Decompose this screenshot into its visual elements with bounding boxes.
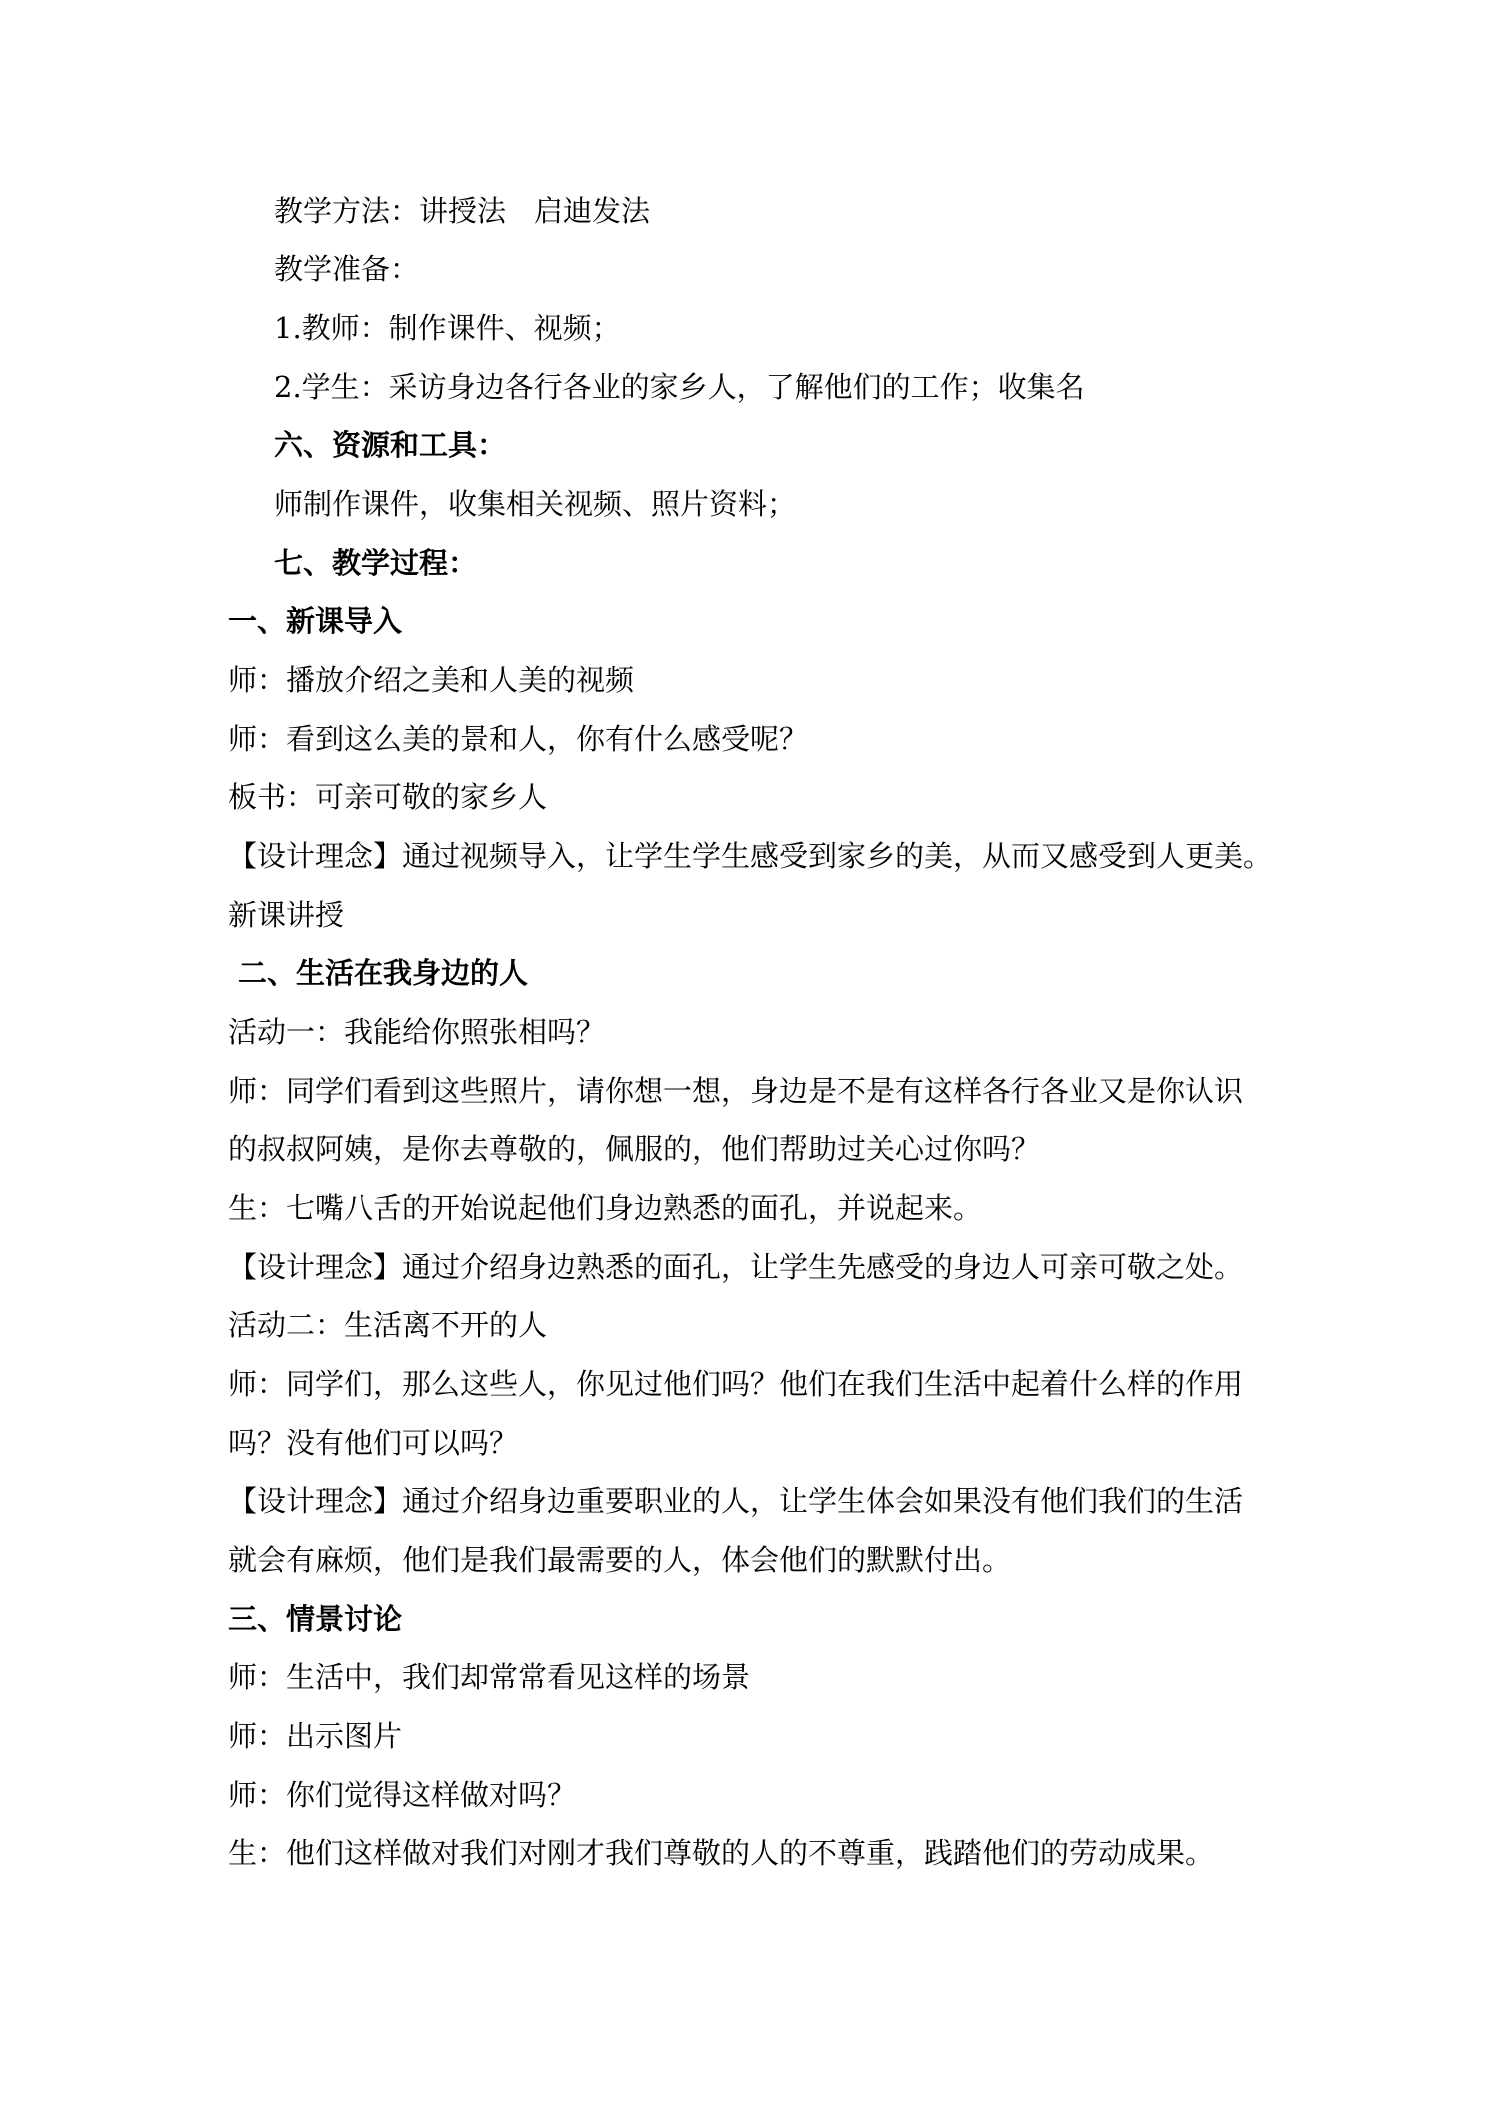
teaching-method-alt: 启迪发法 (534, 194, 651, 228)
prep-item-teacher: 1.教师：制作课件、视频； (274, 311, 621, 345)
teaching-method-text: 教学方法：讲授法 (274, 194, 507, 228)
heading-new-lesson-intro: 一、新课导入 (228, 604, 403, 638)
section-heading-resources: 六、资源和工具： (274, 428, 507, 462)
paragraph-line: 师：同学们，那么这些人，你见过他们吗？他们在我们生活中起着什么样的作用 (228, 1367, 1244, 1401)
section-heading-process: 七、教学过程： (274, 546, 478, 580)
design-concept-line: 【设计理念】通过视频导入，让学生学生感受到家乡的美，从而又感受到人更美。 (228, 839, 1273, 873)
paragraph-line: 师：你们觉得这样做对吗？ (228, 1778, 577, 1812)
paragraph-line: 板书：可亲可敬的家乡人 (228, 780, 548, 814)
paragraph-line: 师：看到这么美的景和人，你有什么感受呢？ (228, 722, 809, 756)
paragraph-line: 的叔叔阿姨，是你去尊敬的，佩服的，他们帮助过关心过你吗？ (228, 1132, 1041, 1166)
paragraph-line: 师：同学们看到这些照片，请你想一想，身边是不是有这样各行各业又是你认识 (228, 1074, 1244, 1108)
paragraph-line: 生：他们这样做对我们对刚才我们尊敬的人的不尊重，践踏他们的劳动成果。 (228, 1836, 1215, 1870)
activity-two-title: 活动二：生活离不开的人 (228, 1308, 548, 1342)
paragraph-line: 师：生活中，我们却常常看见这样的场景 (228, 1660, 751, 1694)
design-concept-line: 【设计理念】通过介绍身边熟悉的面孔，让学生先感受的身边人可亲可敬之处。 (228, 1250, 1244, 1284)
paragraph-line: 吗？没有他们可以吗？ (228, 1426, 519, 1460)
resources-text: 师制作课件，收集相关视频、照片资料； (274, 487, 797, 521)
paragraph-line: 新课讲授 (228, 898, 345, 932)
design-concept-line: 【设计理念】通过介绍身边重要职业的人，让学生体会如果没有他们我们的生活 (228, 1484, 1244, 1518)
teaching-method-line (274, 191, 650, 231)
paragraph-line: 师：播放介绍之美和人美的视频 (228, 663, 635, 697)
paragraph-line: 就会有麻烦，他们是我们最需要的人，体会他们的默默付出。 (228, 1543, 1012, 1577)
heading-scenario-discussion: 三、情景讨论 (228, 1602, 403, 1636)
teaching-prep-label: 教学准备： (274, 252, 420, 286)
heading-people-around-me: 二、生活在我身边的人 (238, 956, 529, 990)
paragraph-line: 师：出示图片 (228, 1719, 403, 1753)
prep-item-student: 2.学生：采访身边各行各业的家乡人，了解他们的工作；收集名 (274, 370, 1085, 404)
activity-one-title: 活动一：我能给你照张相吗？ (228, 1015, 606, 1049)
paragraph-line: 生：七嘴八舌的开始说起他们身边熟悉的面孔，并说起来。 (228, 1191, 983, 1225)
